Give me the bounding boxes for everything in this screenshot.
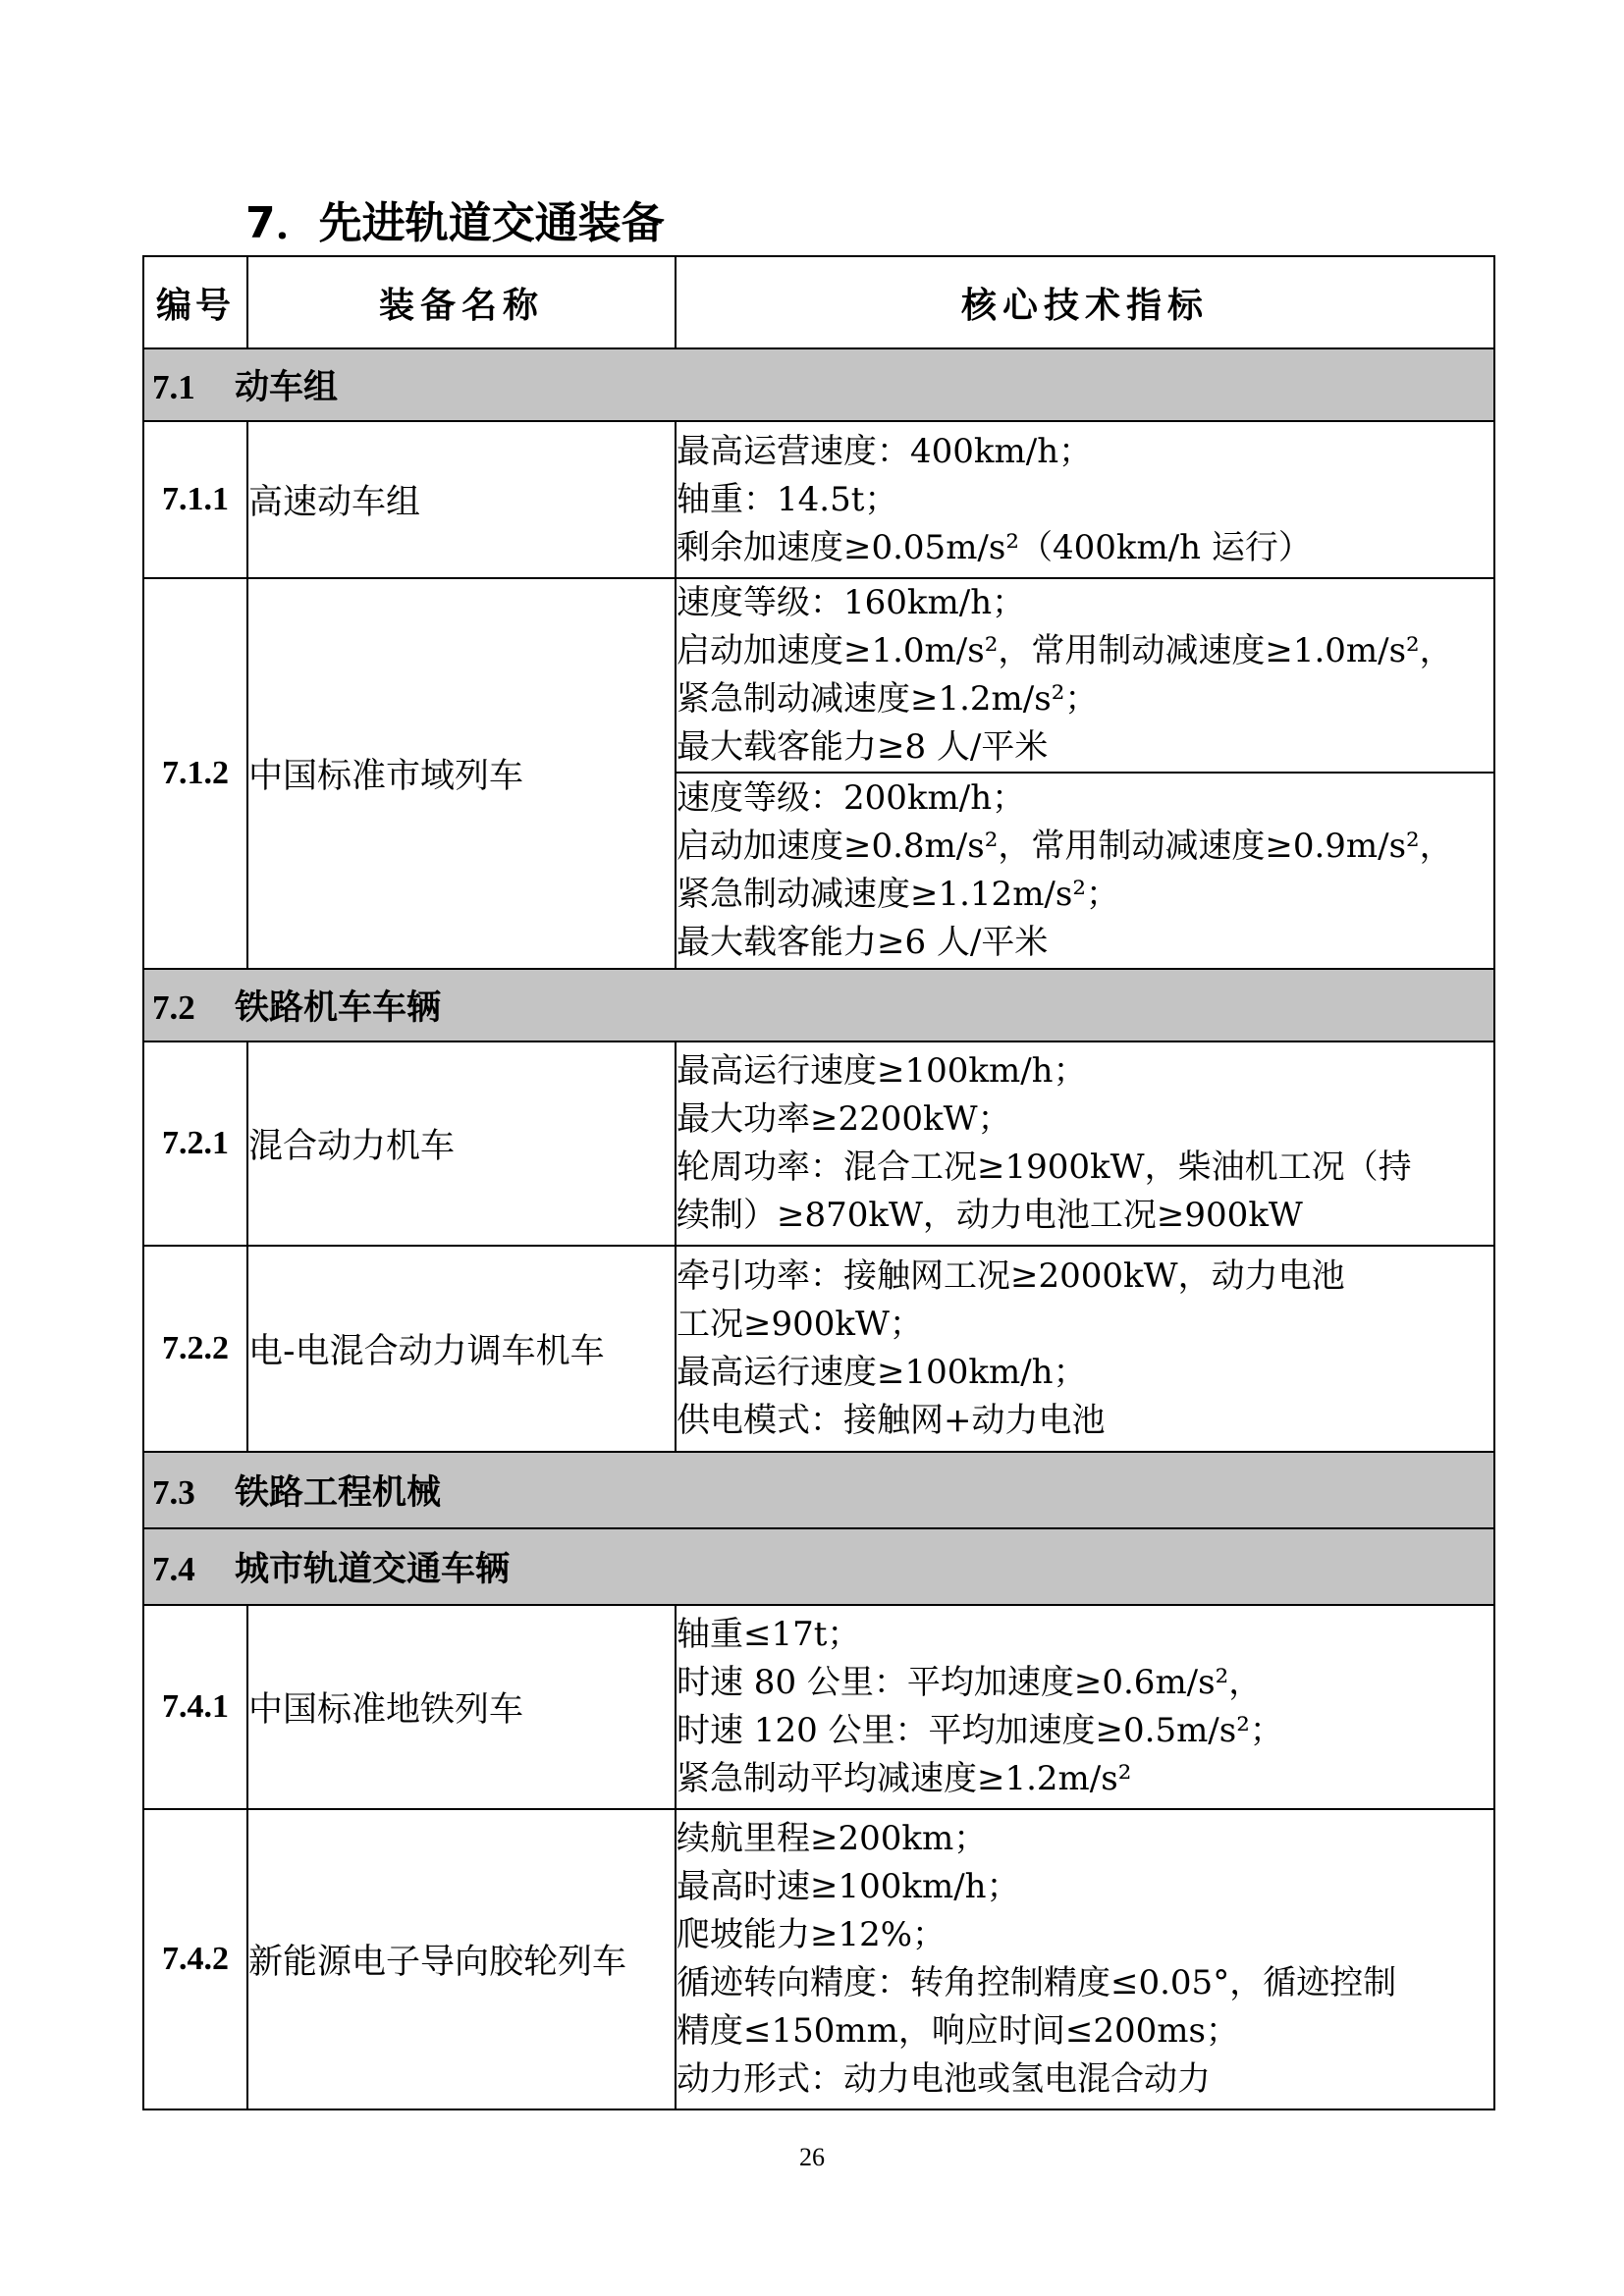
spec-cell	[676, 773, 1494, 969]
equipment-name: 中国标准市域列车	[247, 578, 676, 969]
category-cell	[143, 1528, 1494, 1605]
equipment-name: 混合动力机车	[247, 1041, 676, 1246]
category-label: 动车组	[235, 368, 339, 407]
header-core-indicators: 核心技术指标	[676, 256, 1494, 348]
row-number: 7.4.2	[143, 1809, 247, 2109]
page-number: 26	[799, 2143, 825, 2171]
spec-cell	[676, 578, 1494, 773]
row-number: 7.4.1	[143, 1605, 247, 1809]
spec-line: 最大载客能力≥6 人/平米	[677, 923, 1049, 962]
spec-line: 最高运营速度：400km/h；	[677, 431, 1093, 471]
spec-line: 精度≤150mm，响应时间≤200ms；	[677, 2011, 1239, 2051]
equipment-name: 新能源电子导向胶轮列车	[247, 1809, 676, 2109]
category-cell	[143, 348, 1494, 421]
category-row-7-3	[143, 1452, 1494, 1528]
spec-line: 最高时速≥100km/h；	[677, 1867, 1020, 1906]
spec-line: 续航里程≥200km；	[677, 1819, 988, 1858]
category-label: 铁路机车车辆	[235, 988, 442, 1028]
spec-line: 动力形式：动力电池或氢电混合动力	[677, 2059, 1211, 2099]
row-number: 7.1.1	[143, 421, 247, 578]
table-row-7-4-1	[143, 1605, 1494, 1809]
spec-line: 时速 80 公里：平均加速度≥0.6m/s²，	[677, 1663, 1263, 1702]
spec-line: 最大功率≥2200kW；	[677, 1099, 1011, 1139]
spec-cell	[676, 1041, 1494, 1246]
category-cell	[143, 969, 1494, 1041]
spec-line: 启动加速度≥1.0m/s²，常用制动减速度≥1.0m/s²，	[677, 631, 1453, 670]
category-code: 7.1	[152, 368, 195, 406]
category-code: 7.4	[152, 1550, 195, 1588]
equipment-name: 电-电混合动力调车机车	[247, 1246, 676, 1452]
spec-line: 紧急制动平均减速度≥1.2m/s²	[677, 1759, 1132, 1798]
category-cell	[143, 1452, 1494, 1528]
spec-line: 剩余加速度≥0.05m/s²（400km/h 运行）	[677, 527, 1312, 567]
spec-cell	[676, 1246, 1494, 1452]
row-number: 7.2.2	[143, 1246, 247, 1452]
table-header-row	[143, 256, 1494, 348]
spec-line: 紧急制动减速度≥1.12m/s²；	[677, 875, 1119, 914]
spec-line: 最大载客能力≥8 人/平米	[677, 727, 1049, 767]
category-row-7-1	[143, 348, 1494, 421]
equipment-spec-table	[142, 255, 1495, 2110]
spec-line: 速度等级：160km/h；	[677, 583, 1026, 622]
spec-line: 工况≥900kW；	[677, 1305, 923, 1344]
spec-line: 最高运行速度≥100km/h；	[677, 1051, 1087, 1091]
table-row-7-1-1	[143, 421, 1494, 578]
spec-line: 爬坡能力≥12%；	[677, 1915, 947, 1954]
spec-cell	[676, 1605, 1494, 1809]
spec-line: 续制）≥870kW，动力电池工况≥900kW	[677, 1196, 1303, 1235]
spec-line: 最高运行速度≥100km/h；	[677, 1353, 1087, 1392]
header-equipment-name: 装备名称	[247, 256, 676, 348]
category-row-7-4	[143, 1528, 1494, 1605]
category-code: 7.2	[152, 988, 195, 1027]
table-row-7-2-1	[143, 1041, 1494, 1246]
table-row-7-4-2	[143, 1809, 1494, 2109]
spec-cell	[676, 1809, 1494, 2109]
section-title: 7．先进轨道交通装备	[245, 198, 665, 248]
table-row-7-2-2	[143, 1246, 1494, 1452]
row-number: 7.2.1	[143, 1041, 247, 1246]
spec-line: 供电模式：接触网+动力电池	[677, 1401, 1106, 1440]
spec-line: 启动加速度≥0.8m/s²，常用制动减速度≥0.9m/s²，	[677, 827, 1453, 866]
category-code: 7.3	[152, 1473, 195, 1512]
spec-line: 循迹转向精度：转角控制精度≤0.05°，循迹控制	[677, 1963, 1397, 2002]
category-row-7-2	[143, 969, 1494, 1041]
row-number: 7.1.2	[143, 578, 247, 969]
spec-cell	[676, 421, 1494, 578]
header-number: 编号	[143, 256, 247, 348]
spec-line: 轴重：14.5t；	[677, 479, 898, 519]
category-label: 铁路工程机械	[235, 1473, 442, 1513]
spec-line: 牵引功率：接触网工况≥2000kW，动力电池	[677, 1256, 1345, 1296]
spec-line: 轮周功率：混合工况≥1900kW，柴油机工况（持	[677, 1148, 1412, 1187]
category-label: 城市轨道交通车辆	[235, 1550, 511, 1589]
spec-line: 时速 120 公里：平均加速度≥0.5m/s²；	[677, 1711, 1283, 1750]
spec-line: 速度等级：200km/h；	[677, 778, 1026, 818]
spec-line: 紧急制动减速度≥1.2m/s²；	[677, 679, 1099, 719]
equipment-name: 高速动车组	[247, 421, 676, 578]
table-row-7-1-2	[143, 578, 1494, 773]
equipment-name: 中国标准地铁列车	[247, 1605, 676, 1809]
spec-line: 轴重≤17t；	[677, 1615, 861, 1654]
